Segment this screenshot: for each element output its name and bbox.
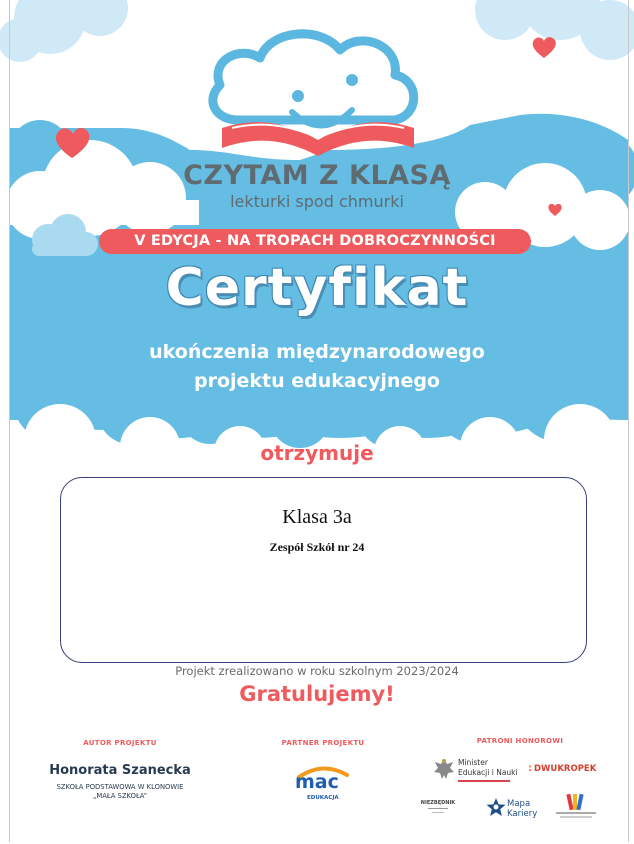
- author-heading: AUTOR PROJEKTU: [83, 739, 157, 747]
- mapa-kariery-line2: Kariery: [507, 809, 538, 819]
- author-name: Honorata Szanecka: [49, 763, 191, 778]
- brand-subtitle: lekturki spod chmurki: [230, 192, 404, 211]
- heart-icon-right: [533, 37, 556, 58]
- ministry-text-line2: Edukacji i Nauki: [458, 768, 518, 777]
- dwukropek-text: DWUKROPEK: [534, 764, 597, 774]
- ministry-text: [458, 758, 518, 778]
- library-caption-line: [556, 812, 596, 814]
- author-school: [40, 783, 200, 801]
- mac-logo: [293, 765, 353, 805]
- niezbednik-line: [428, 808, 448, 809]
- certificate-title: Certyfikat: [165, 258, 469, 318]
- congratulations: Gratulujemy!: [239, 682, 395, 706]
- ministry-logo: [432, 756, 522, 784]
- niezbednik-logo: [418, 798, 458, 820]
- author-school-line2: „MAŁA SZKOŁA”: [92, 792, 148, 800]
- ministry-text-line1: Minister: [458, 758, 488, 767]
- books-icon: [556, 790, 596, 812]
- eagle-emblem-icon: [432, 756, 456, 782]
- recipient-box: [60, 477, 587, 663]
- ministry-underline: [458, 780, 510, 782]
- patrons-heading: PATRONI HONOROWI: [476, 737, 564, 745]
- partner-heading: PARTNER PROJEKTU: [281, 739, 365, 747]
- year-note: Projekt zrealizowano w roku szkolnym 2023/2024: [175, 664, 459, 678]
- recipient-class: Klasa 3a: [282, 506, 352, 528]
- dwukropek-colon-icon: :: [528, 763, 532, 774]
- certificate-subtitle-line1: ukończenia międzynarodowego: [149, 341, 485, 363]
- mapa-kariery-text: [507, 799, 537, 819]
- star-icon: [486, 797, 506, 819]
- mac-logo-sub: EDUKACJA: [307, 795, 339, 801]
- author-school-line1: SZKOŁA PODSTAWOWA W KLONOWIE: [56, 783, 184, 791]
- receives-label: otrzymuje: [260, 441, 374, 465]
- recipient-school: Zespół Szkół nr 24: [269, 540, 365, 554]
- cloud-top-right: [475, 0, 634, 60]
- certificate-subtitle: [0, 338, 634, 396]
- dwukropek-logo: [528, 763, 597, 779]
- niezbednik-line-2: [432, 812, 444, 813]
- cloud-book-logo: [213, 34, 414, 156]
- mapa-kariery-line1: Mapa: [507, 799, 531, 809]
- cloud-top-left: [0, 0, 128, 62]
- mapa-kariery-logo: [486, 797, 542, 823]
- niezbednik-text: NIEZBĘDNIK: [420, 800, 456, 806]
- mac-logo-text: mac: [295, 771, 339, 793]
- certificate-subtitle-line2: projektu edukacyjnego: [194, 370, 440, 392]
- library-logo: [556, 790, 596, 822]
- library-caption-line-2: [560, 816, 592, 818]
- brand-title: CZYTAM Z KLASĄ: [183, 160, 451, 191]
- edition-badge: V EDYCJA - NA TROPACH DOBROCZYNNOŚCI: [99, 229, 531, 254]
